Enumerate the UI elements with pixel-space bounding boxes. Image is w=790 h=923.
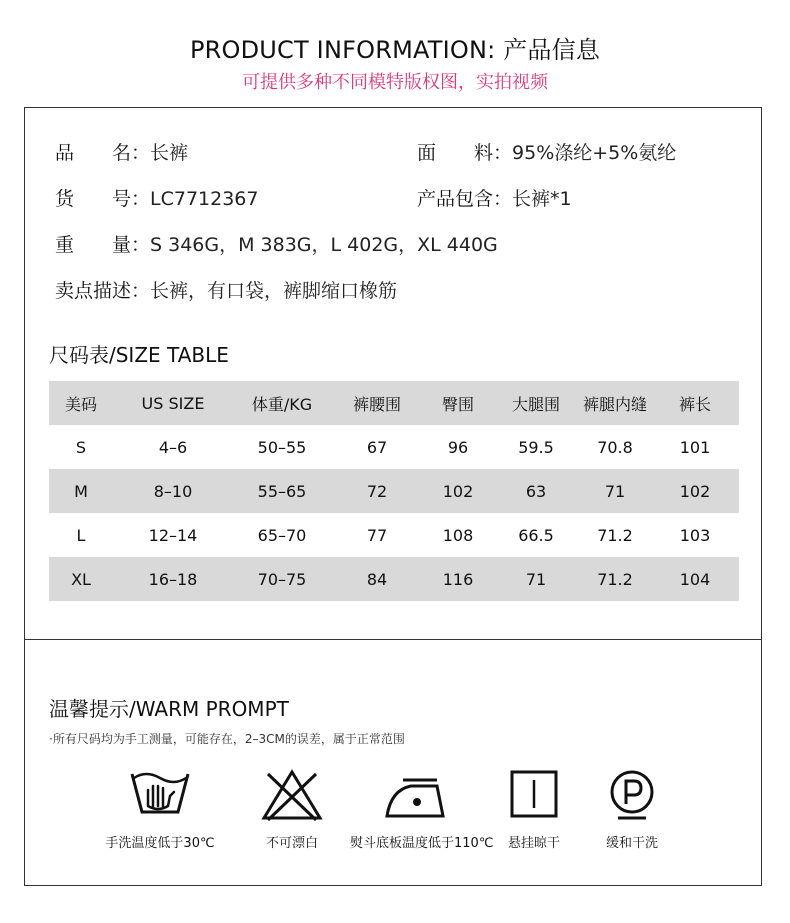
info-frame [24,107,762,886]
no-bleach-icon [260,768,324,822]
size-cell: L [76,525,86,545]
info-weight [55,230,498,257]
size-cell: 72 [331,469,423,513]
iron-icon [383,768,447,822]
size-cell: 71 [493,557,579,601]
info-selling [55,276,397,303]
size-cell: 71 [579,469,651,513]
info-selling-label: 卖点描述： [55,280,151,302]
care-label: 不可漂白 [265,836,318,851]
size-table-row [49,513,739,557]
size-cell: 101 [679,437,711,457]
size-cell: 104 [651,557,739,601]
care-label: 缓和干洗 [605,836,658,851]
size-cell: 96 [447,437,469,457]
info-weight-label: 重 量： [55,234,151,256]
info-selling-value: 长裤，有口袋，裤脚缩口橡筋 [150,280,398,302]
size-cell: 71.2 [579,557,651,601]
size-cell: 16–18 [113,557,233,601]
size-cell: 65–70 [257,525,307,545]
info-fabric-label: 面 料： [417,142,513,164]
info-fabric-value: 95%涤纶+5%氨纶 [512,142,677,164]
size-cell: 77 [366,525,388,545]
info-name [55,138,188,165]
size-cell: 103 [679,525,711,545]
info-sku [55,184,259,211]
size-cell: 8–10 [113,469,233,513]
size-table-row [49,425,739,469]
size-table-header: US SIZE [113,381,233,425]
care-label: 熨斗底板温度低于110℃ [350,836,494,851]
size-cell: 66.5 [518,525,554,545]
size-table-header-row [49,381,739,425]
page-subtitle: 可提供多种不同模特版权图，实拍视频 [242,72,548,93]
size-cell: 67 [366,437,388,457]
care-label: 手洗温度低于30℃ [105,836,215,851]
info-includes-label: 产品包含： [417,188,513,210]
care-hand-wash [95,768,225,851]
care-iron [350,768,494,851]
size-table-header: 裤腿内缝 [579,381,651,425]
care-no-bleach [227,768,357,851]
info-sku-value: LC7712367 [150,188,259,210]
page-title: PRODUCT INFORMATION: 产品信息 [189,36,601,64]
info-includes-value: 长裤*1 [512,188,572,210]
size-table-row [49,557,739,601]
size-table-row [49,469,739,513]
size-cell: XL [49,557,113,601]
info-sku-label: 货 号： [55,188,151,210]
info-name-value: 长裤 [150,142,189,164]
size-cell: 50–55 [257,437,307,457]
care-label: 悬挂晾干 [507,836,560,851]
size-cell: S [75,437,87,457]
size-cell: 70.8 [597,437,633,457]
info-fabric [417,138,676,165]
size-cell: 63 [493,469,579,513]
size-cell: 55–65 [233,469,331,513]
size-table-header: 裤长 [651,381,739,425]
size-table-header: 大腿围 [493,381,579,425]
warm-prompt-note: ·所有尺码均为手工测量，可能存在，2–3CM的误差，属于正常范围 [49,732,405,746]
size-cell: 102 [651,469,739,513]
size-cell: 12–14 [148,525,198,545]
hang-dry-icon [502,768,566,822]
warm-prompt-title: 温馨提示/WARM PROMPT [49,697,289,721]
size-table-header: 美码 [49,381,113,425]
section-divider [25,639,761,640]
size-table-header: 体重/KG [233,381,331,425]
info-weight-value: S 346G，M 383G，L 402G，XL 440G [150,234,498,256]
size-cell: 116 [423,557,493,601]
size-cell: 71.2 [597,525,633,545]
hand-wash-icon [128,768,192,822]
size-cell: 59.5 [518,437,554,457]
dry-clean-p-icon [600,768,664,822]
care-dry-clean [567,768,697,851]
size-cell: 70–75 [233,557,331,601]
size-cell: 84 [331,557,423,601]
info-includes [417,184,572,211]
size-cell: M [49,469,113,513]
size-cell: 102 [423,469,493,513]
info-name-label: 品 名： [55,142,151,164]
size-table-header: 裤腰围 [331,381,423,425]
size-cell: 108 [442,525,474,545]
size-table [49,381,739,601]
size-table-header: 臀围 [423,381,493,425]
size-cell: 4–6 [158,437,188,457]
size-table-title: 尺码表/SIZE TABLE [49,343,229,367]
